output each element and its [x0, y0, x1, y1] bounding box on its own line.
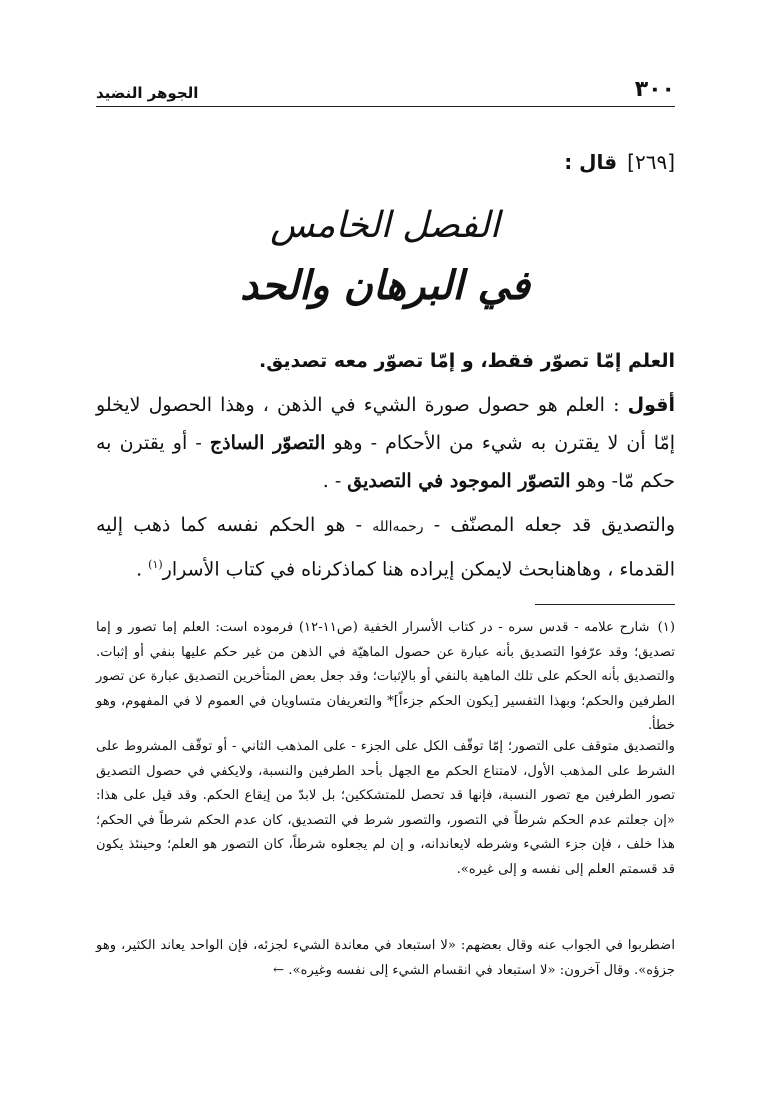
footnote-continuation-2 [96, 934, 675, 983]
commentary-paragraph-1 [96, 386, 675, 500]
header-rule [96, 106, 675, 107]
commentary-text: : العلم هو حصول صورة الشيء في الذهن ، وهذا الحصول لايخلو إمّا أن لا يقترن به شيء من الأحكام - وهو [96, 394, 676, 454]
commentary-text: والتصديق قد جعله المصنّف - [423, 514, 675, 536]
footnote-continuation: والتصديق متوقف على التصور؛ إمّا توقّف الكل على الجزء - على المذهب الثاني - أو توقّف المشروط على الشرط على المذهب الأول، لامتناع الحكم مع الجهل بأحد الطرفين والنسبة، ولايكفي في حصول التصديق تصور الطرفين مع تصور النسبة، فإنها قد تحصل للمتشككين؛ بل لابدّ من إيقاع الحكم. وقد قيل على هذا: «إن جعلتم عدم الحكم شرطاً في التصور، والتصور شرط في التصديق، كان عدم الحكم شرطاً في الحكم؛ هذا خلف ، فإن جزء الشيء وشرطه لايعاندانه، و إن لم يجعلوه شرطاً، كان التصور هو العلم؛ وحينئذ يكون قد قسمتم العلم إلى نفسه و إلى غيره». [96, 739, 675, 877]
footnote-text: اضطربوا في الجواب عنه وقال بعضهم: «لا استبعاد في معاندة الشيء لجزئه، فإن الواحد يعاند الكثير، وهو جزؤه». وقال آخرون: «لا استبعاد في انقسام الشيء إلى نفسه وغيره». [96, 938, 675, 978]
honorific: رحمه‌الله [372, 519, 424, 535]
chapter-subtitle: في البرهان والحد [240, 262, 530, 309]
section-number: [٢٦٩] [627, 150, 675, 174]
page-header [96, 72, 675, 102]
term-plain-conception: التصوّر الساذج [209, 432, 326, 454]
section-label [564, 150, 675, 174]
commentary-text: . [136, 558, 149, 581]
footnote-1 [96, 616, 675, 739]
term-conception-in-assent: التصوّر الموجود في التصديق [347, 470, 571, 492]
aqulu-label: أقول [627, 394, 675, 416]
commentary-text: - . [322, 470, 348, 492]
footnote-marker: (١) [657, 620, 675, 635]
matn-text: العلم إمّا تصوّر فقط، و إمّا تصوّر معه تصديق. [259, 350, 675, 372]
chapter-title: الفصل الخامس [270, 205, 500, 246]
footnote-separator [535, 604, 675, 605]
page-number: ٣٠٠ [634, 77, 675, 102]
continued-arrow-icon: ← [273, 962, 285, 978]
running-title: الجوهر النضيد [96, 84, 199, 102]
commentary-paragraph-2 [96, 506, 675, 588]
commentary-text: - هو الحكم نفسه كما ذهب إليه القدماء ، وهاهنابحث لايمكن إيراده هنا كماذكرناه في كتاب الأسرار [96, 514, 675, 581]
commentary-text: - أو يقترن به حكم مّا- وهو [96, 432, 675, 492]
footnote-reference[interactable]: (١) [148, 558, 163, 571]
footnote-text: شارح علامه - قدس سره - در كتاب الأسرار الخفية (ص١١-١٢) فرموده است: العلم إما تصور و إما تصديق؛ وقد عرّفوا التصديق بأنه عبارة عن حصول الماهيّة في الذهن من غير حكم عليها بنفي أو إثبات. والتصديق بأنه الحكم على تلك الماهية بالنفي أو بالإثبات؛ وقد جعل بعض المتأخرين التصديق عبارة عن تصور الطرفين والحكم؛ وبهذا التفسير [يكون الحكم جزءاً]* والتعريفان متساويان في العموم لا في المفهوم، وهو خطأ. [96, 620, 675, 734]
qala-label: قال : [564, 150, 618, 174]
